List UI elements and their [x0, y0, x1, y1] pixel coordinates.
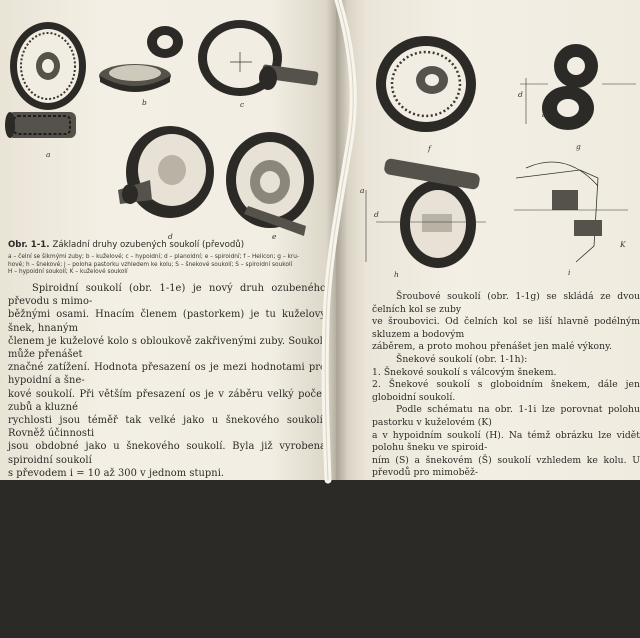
text-line: covým hnacím členem (pastorkem). Tohoto soukolí lze použít pro převodové [8, 507, 326, 532]
diagram-letter: a [542, 110, 547, 119]
text-line: se přednost soukolí spiroidní. Pastorek soukolí Helicon [8, 560, 286, 572]
text-line: členem je kuželové kolo s obloukově zakřivenými zuby. Soukolí může přenášet [8, 335, 326, 361]
text-line: Podle schématu na obr. 1-1i lze porovnat polohu pastorku v kuželovém (K) [372, 404, 640, 428]
text-line: ním (S) a šnekovém (Š) soukolí vzhledem ke kolu. U převodů pro mimoběž- [372, 454, 640, 479]
figure-label-h: h [394, 270, 399, 279]
figure-i-schematic [514, 162, 628, 262]
figure-label-i: i [568, 268, 571, 277]
figure-e-spiroid-gears [226, 132, 314, 236]
figure-f-helicon-gears [376, 36, 476, 132]
diagram-letter: d [518, 90, 523, 99]
caption-legend-line: a – čelní se šikmými zuby; b – kuželové; c – hypoidní; d – planoidní; e – spiroidní; f – Helicon; g – kru- [8, 254, 300, 260]
text-line: a v hypoidním soukolí (H). Na témž obrázku lze vidět polohu šneku ve spiroid- [372, 429, 640, 454]
right-page [336, 0, 640, 491]
list-item: 1. Šnekové soukolí s válcovým šnekem. [372, 366, 557, 378]
figure-a-helical-gear [5, 22, 86, 138]
text-line: pro danou velikost větší únosnost soukolí spiroidní. Pastorek soukolí Helicon [8, 573, 326, 598]
list-item: 2. Šnekové soukolí s globoidním šnekem, dále jen globoidní soukolí. [372, 379, 640, 403]
text-line: ploše. [8, 626, 38, 638]
caption-legend-line: hové; h – šnekové; j – poloha pastorku vzhledem ke kolu; S – šnekové soukolí; S – spiroidní soukolí [8, 261, 293, 268]
diagram-letter: d [374, 210, 379, 219]
figure-label-e: e [272, 232, 277, 241]
diagram-letter: a [360, 186, 365, 195]
text-line: s převodem i = 10 až 300 v jednom stupni. [8, 467, 225, 479]
figure-label-g: g [576, 142, 581, 151]
diagram-letter: K [620, 240, 626, 249]
text-line: záběrem, a proto mohou přenášet jen malé výkony. [372, 341, 613, 353]
figure-caption [8, 240, 326, 277]
text-line: poměry i < 10. Kde se použití soukolí Helicon a spiroidního překrývá, má [8, 533, 326, 559]
text-line: Soukolí Helicon (obr. 1-1f) je obdoba spiroidního soukolí, avšak s vál- [8, 481, 326, 506]
gear-figures-right [336, 0, 640, 290]
text-line: se snadněji vyrábí, protože jeho závity se řežou na válcové a nikoliv na kuželové [8, 599, 326, 625]
figure-g-crossed-helical-gears [520, 44, 636, 130]
caption-number: Obr. 1-1. [8, 240, 50, 250]
text-line: kové soukolí. Při větším přesazení os je v záběru velký počet zubů a kluzné [8, 388, 326, 413]
text-line: rychlosti jsou téměř tak velké jako u šnekového soukolí. Rovněž účinnosti [8, 415, 326, 440]
figure-label-c: c [240, 100, 245, 109]
text-line: Spiroidní soukolí (obr. 1-1e) je nový druh ozubeného převodu s mimo- [8, 283, 326, 308]
caption-title-text: Základní druhy ozubených soukolí (převodů) [52, 240, 245, 250]
text-line: ve šroubovici. Od čelních kol se liší hlavně podélným skluzem a bodovým [372, 316, 640, 340]
text-line: běžnými osami. Hnacím členem (pastorkem) je tu kuželový šnek, hnaným [8, 309, 326, 334]
text-line: Šnekové soukolí (obr. 1-1h): [396, 353, 528, 365]
text-line: značné zatížení. Hodnota přesazení os je mezi hodnotami pro hypoidní a šne- [8, 362, 326, 387]
figure-d-planoid-gears [118, 126, 214, 218]
figure-label-b: b [142, 98, 147, 107]
book-gutter [326, 0, 348, 480]
text-line: jsou obdobné jako u šnekového soukolí. Byla již vyrobena spiroidní soukolí [8, 441, 326, 466]
caption-legend-line: H – hypoidní soukolí; K – kuželové soukolí [8, 269, 128, 276]
figure-h-worm-gear [366, 158, 486, 268]
figure-label-d: d [168, 232, 173, 241]
figure-label-f: f [428, 144, 431, 153]
figure-b-bevel-gears [99, 26, 183, 92]
gear-figures-left [0, 0, 338, 240]
caption-title [8, 240, 326, 251]
left-body-text [8, 282, 326, 638]
right-body-text [372, 291, 640, 493]
caption-legend [8, 254, 326, 277]
text-line: hřídele je charakteristický podélný skluz. [372, 479, 567, 491]
figure-c-hypoid-gears [198, 20, 319, 96]
figure-label-a: a [46, 150, 51, 159]
text-line: Šroubové soukolí (obr. 1-1g) se skládá ze dvou čelních kol se zuby [372, 291, 640, 315]
